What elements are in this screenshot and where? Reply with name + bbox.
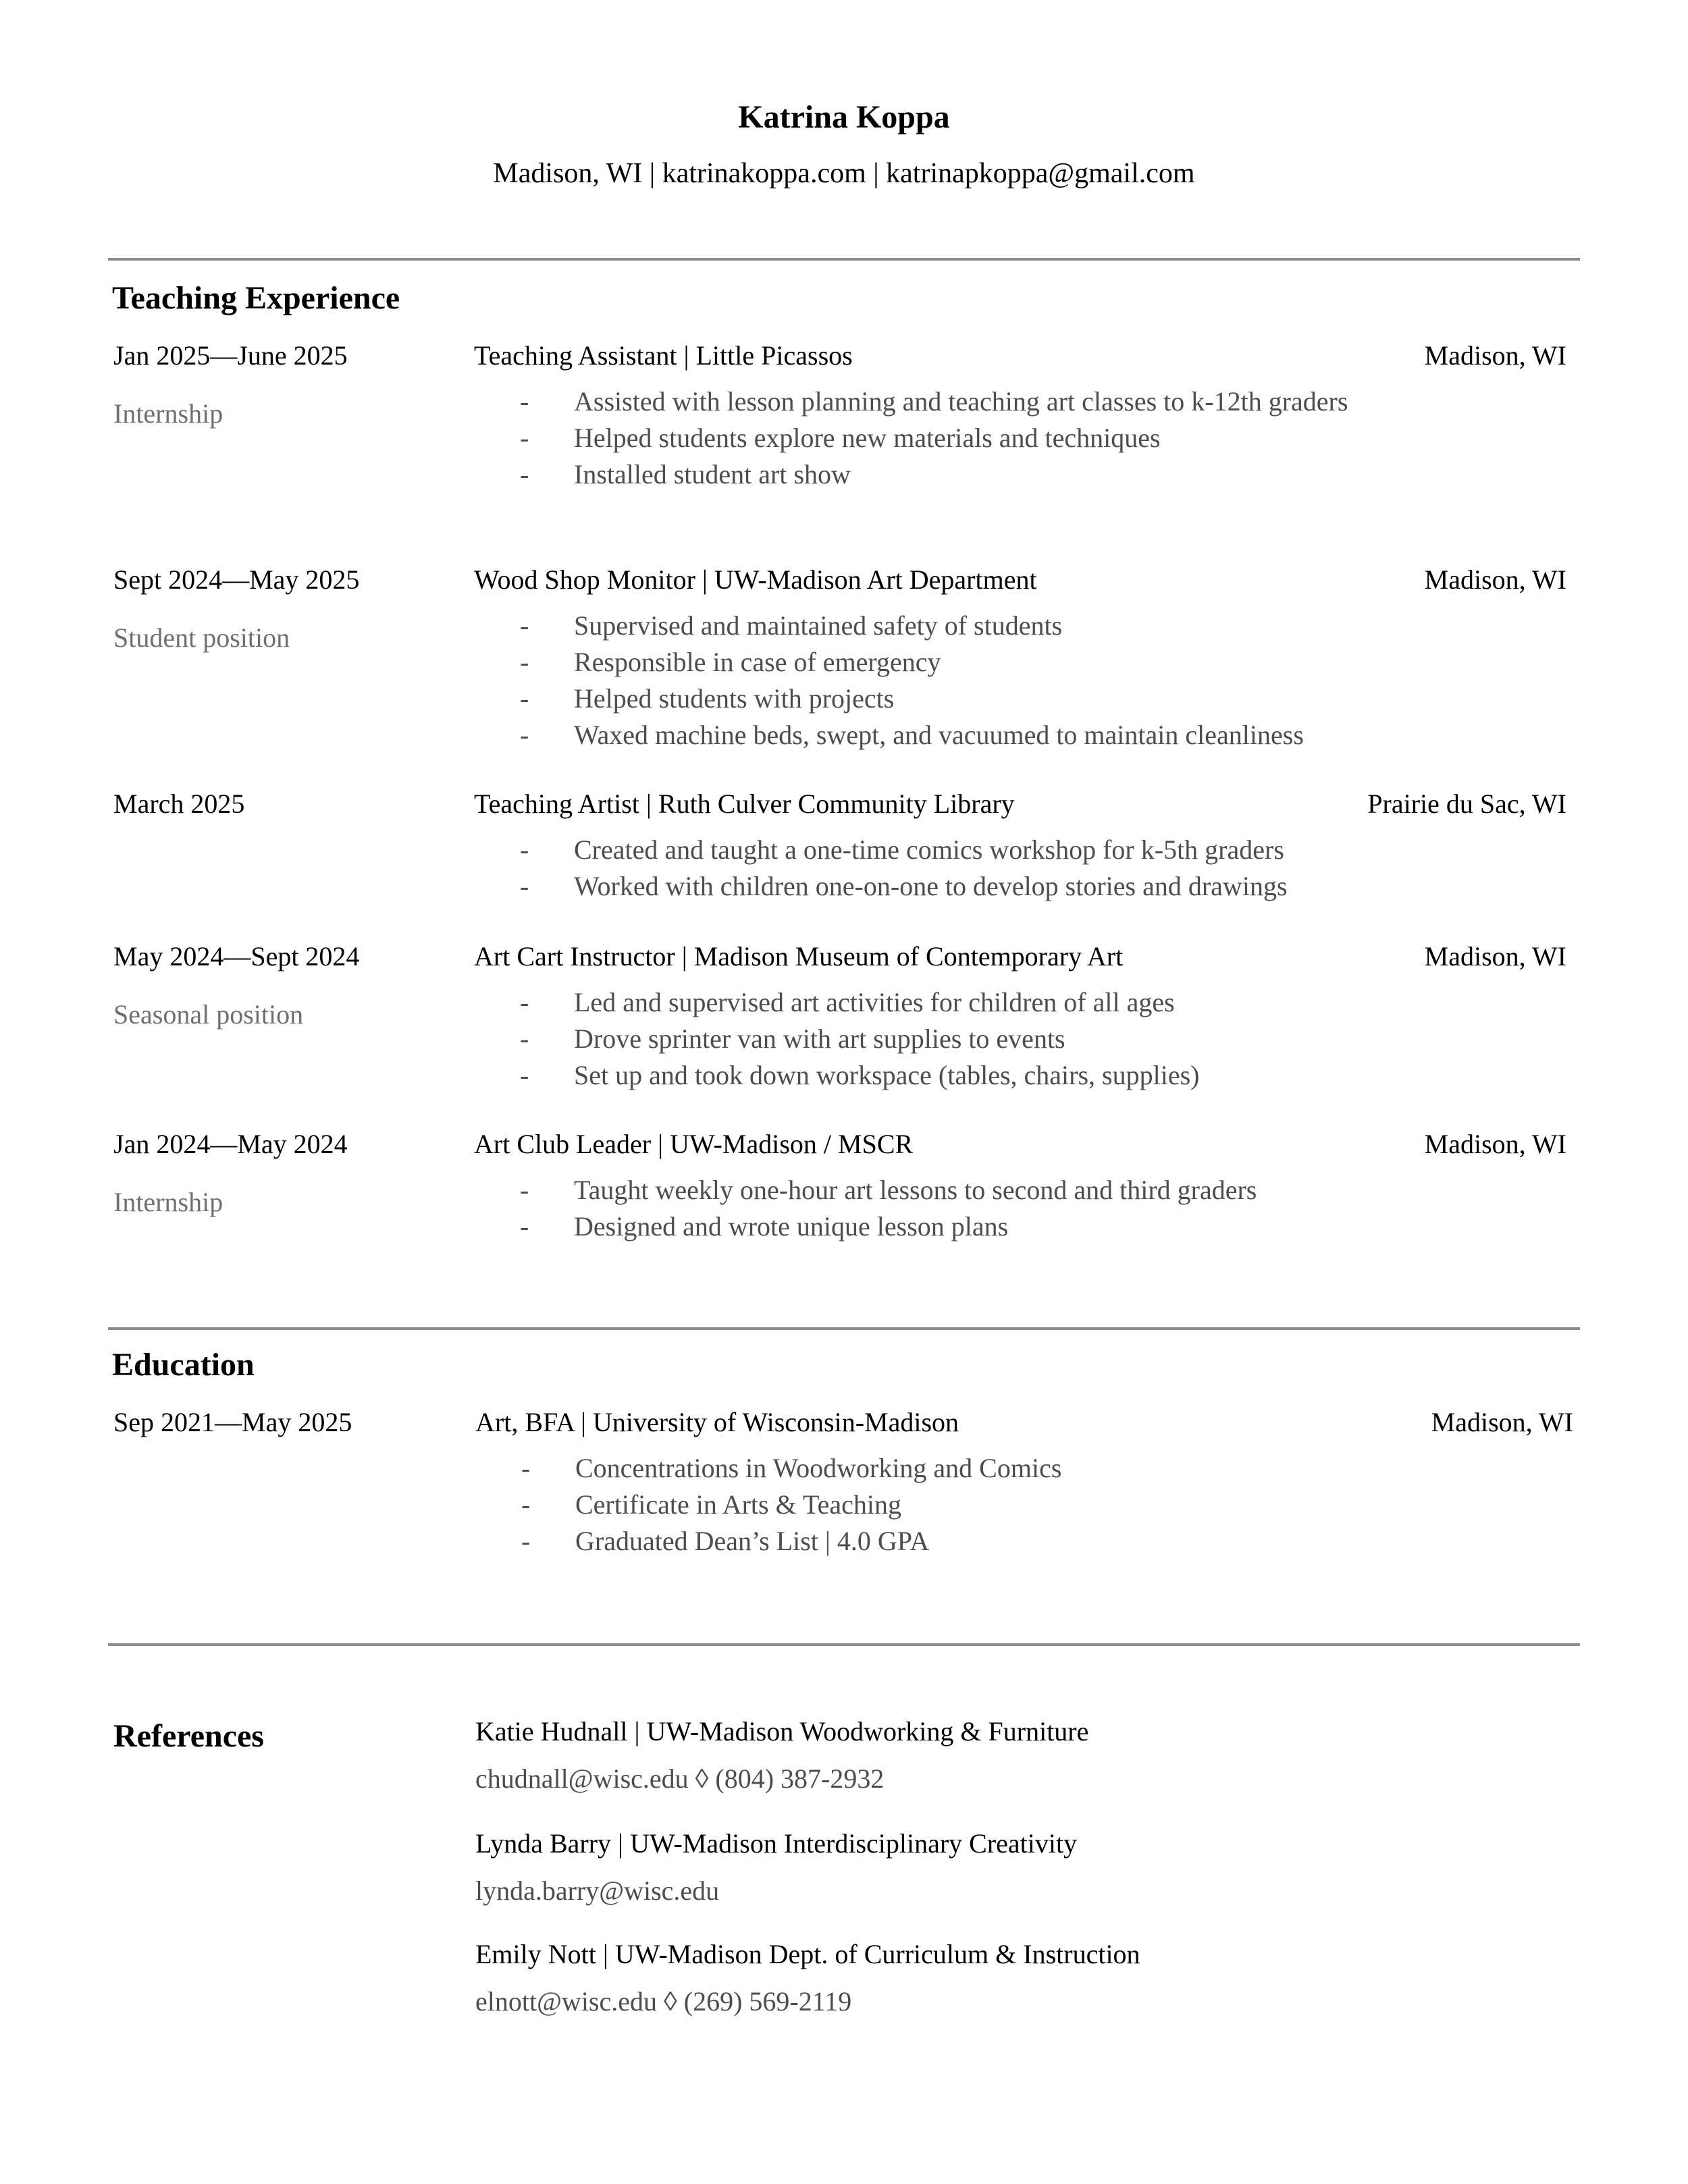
education-location: Madison, WI xyxy=(1431,1407,1573,1437)
bullet-item: - Certificate in Arts & Teaching xyxy=(521,1487,1467,1523)
divider-education xyxy=(108,1327,1580,1330)
reference-entry xyxy=(475,1826,1623,1909)
dash-marker: - xyxy=(520,1211,529,1242)
job-title: Art Cart Instructor | Madison Museum of Contemporary Art xyxy=(474,941,1124,971)
reference-entry xyxy=(475,1713,1623,1797)
job-type: Internship xyxy=(113,398,223,429)
section-title-references: References xyxy=(113,1718,264,1754)
job-date: Jan 2024—May 2024 xyxy=(113,1129,348,1159)
section-title-teaching: Teaching Experience xyxy=(112,280,400,316)
job-location: Madison, WI xyxy=(1424,1129,1566,1159)
dash-marker: - xyxy=(520,610,529,641)
dash-marker: - xyxy=(520,987,529,1017)
education-date: Sep 2021—May 2025 xyxy=(113,1407,352,1437)
bullet-item: - Responsible in case of emergency xyxy=(520,644,1465,681)
job-title: Wood Shop Monitor | UW-Madison Art Department xyxy=(474,564,1037,595)
bullet-item: - Created and taught a one-time comics workshop for k-5th graders xyxy=(520,832,1465,868)
bullet-item: - Assisted with lesson planning and teaching art classes to k-12th graders xyxy=(520,383,1357,420)
job-date: March 2025 xyxy=(113,789,245,819)
reference-name: Lynda Barry | UW-Madison Interdisciplinary Creativity xyxy=(475,1828,1078,1859)
bullet-item: - Installed student art show xyxy=(520,456,1357,493)
contact-line: Madison, WI | katrinakoppa.com | katrinapkoppa@gmail.com xyxy=(493,158,1195,189)
job-bullets xyxy=(520,608,1465,753)
job-location: Madison, WI xyxy=(1424,340,1566,371)
job-title: Art Club Leader | UW-Madison / MSCR xyxy=(474,1129,914,1159)
reference-contact: elnott@wisc.edu ◊ (269) 569-2119 xyxy=(475,1986,852,2017)
education-bullets xyxy=(521,1450,1467,1560)
dash-marker: - xyxy=(521,1453,531,1483)
education-degree: Art, BFA | University of Wisconsin-Madison xyxy=(475,1407,959,1437)
reference-contact: lynda.barry@wisc.edu xyxy=(475,1875,720,1906)
dash-marker: - xyxy=(521,1489,531,1520)
job-bullets xyxy=(520,984,1465,1094)
dash-marker: - xyxy=(521,1526,531,1556)
bullet-item: - Helped students with projects xyxy=(520,681,1465,717)
dash-marker: - xyxy=(520,683,529,714)
job-type: Student position xyxy=(113,622,290,653)
bullet-item: - Led and supervised art activities for children of all ages xyxy=(520,984,1465,1021)
dash-marker: - xyxy=(520,647,529,677)
job-title: Teaching Assistant | Little Picassos xyxy=(474,340,853,371)
reference-name: Katie Hudnall | UW-Madison Woodworking & Furniture xyxy=(475,1716,1089,1747)
candidate-name: Katrina Koppa xyxy=(738,99,950,135)
bullet-item: - Drove sprinter van with art supplies to events xyxy=(520,1021,1465,1057)
reference-entry xyxy=(475,1936,1623,2020)
bullet-item: - Concentrations in Woodworking and Comics xyxy=(521,1450,1467,1487)
dash-marker: - xyxy=(520,834,529,865)
reference-contact: chudnall@wisc.edu ◊ (804) 387-2932 xyxy=(475,1763,885,1794)
bullet-item: - Taught weekly one-hour art lessons to second and third graders xyxy=(520,1172,1465,1208)
dash-marker: - xyxy=(520,1060,529,1090)
job-location: Prairie du Sac, WI xyxy=(1367,789,1566,819)
job-bullets xyxy=(520,383,1357,493)
dash-marker: - xyxy=(520,720,529,750)
job-date: May 2024—Sept 2024 xyxy=(113,941,360,971)
job-date: Jan 2025—June 2025 xyxy=(113,340,348,371)
bullet-item: - Graduated Dean’s List | 4.0 GPA xyxy=(521,1523,1467,1560)
bullet-item: - Designed and wrote unique lesson plans xyxy=(520,1208,1465,1245)
job-bullets xyxy=(520,1172,1465,1245)
dash-marker: - xyxy=(520,1023,529,1054)
dash-marker: - xyxy=(520,1175,529,1205)
dash-marker: - xyxy=(520,871,529,901)
divider-header xyxy=(108,258,1580,261)
bullet-item: - Helped students explore new materials and techniques xyxy=(520,420,1357,456)
reference-name: Emily Nott | UW-Madison Dept. of Curriculum & Instruction xyxy=(475,1939,1140,1969)
dash-marker: - xyxy=(520,459,529,489)
job-location: Madison, WI xyxy=(1424,941,1566,971)
bullet-item: - Supervised and maintained safety of students xyxy=(520,608,1465,644)
dash-marker: - xyxy=(520,386,529,417)
job-title: Teaching Artist | Ruth Culver Community Library xyxy=(474,789,1015,819)
job-type: Seasonal position xyxy=(113,999,304,1030)
dash-marker: - xyxy=(520,423,529,453)
divider-references xyxy=(108,1643,1580,1646)
bullet-item: - Set up and took down workspace (tables, chairs, supplies) xyxy=(520,1057,1465,1094)
bullet-item: - Waxed machine beds, swept, and vacuumed to maintain cleanliness xyxy=(520,717,1465,753)
job-date: Sept 2024—May 2025 xyxy=(113,564,360,595)
section-title-education: Education xyxy=(112,1347,255,1383)
job-location: Madison, WI xyxy=(1424,564,1566,595)
job-bullets xyxy=(520,832,1465,905)
bullet-item: - Worked with children one-on-one to develop stories and drawings xyxy=(520,868,1465,905)
job-type: Internship xyxy=(113,1187,223,1217)
